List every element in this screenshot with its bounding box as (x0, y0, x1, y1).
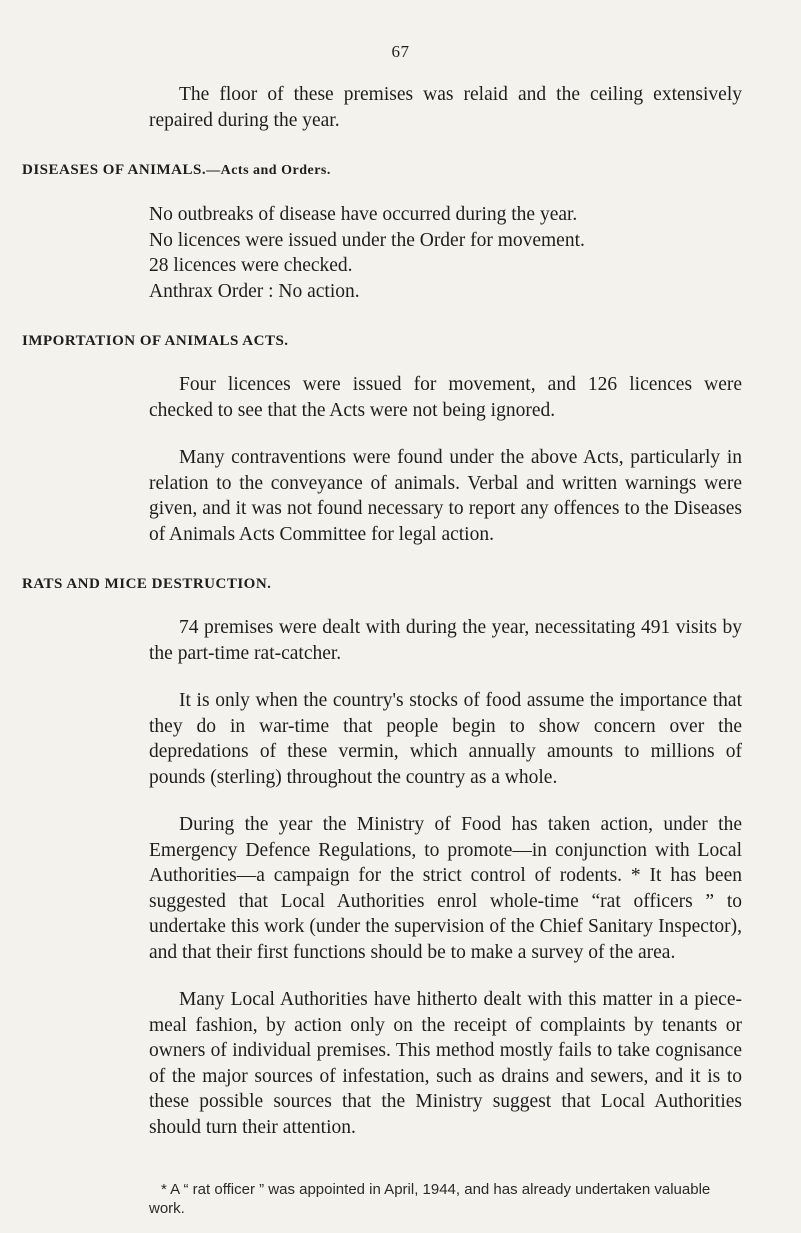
importation-paragraph: Many contraventions were found under the above Acts, particularly in relation to the conveyance of animals. Verbal and written warnings were given, and it was not found necessary to report any offences to the Diseases of Animals Acts Committee for legal action. (149, 447, 742, 545)
diseases-statements (22, 202, 742, 304)
diseases-line: Anthrax Order : No action. (149, 280, 360, 302)
rats-paragraph: 74 premises were dealt with during the year, necessitating 491 visits by the part-time rat-catcher. (149, 617, 742, 664)
heading-diseases-title: DISEASES OF ANIMALS. (22, 162, 207, 178)
rats-paragraph: It is only when the country's stocks of food assume the importance that they do in war-time that people begin to show concern over the depredations of these vermin, which annually amounts to millions of pounds (sterling) throughout the country as a whole. (149, 690, 742, 788)
section-heading-diseases (22, 159, 742, 182)
diseases-line: No licences were issued under the Order for movement. (149, 229, 585, 251)
rats-paragraph: Many Local Authorities have hitherto dealt with this matter in a piece-meal fashion, by action only on the receipt of complaints by tenants or owners of individual premises. This method mostly fails to take cognisance of the major sources of infestation, such as drains and sewers, and it is to these possible sources that the Ministry suggest that Local Authorities should turn their attention. (149, 989, 742, 1138)
importation-paragraph: Four licences were issued for movement, and 126 licences were checked to see that the Acts were not being ignored. (149, 374, 742, 421)
heading-diseases-subtitle: —Acts and Orders. (206, 163, 331, 178)
intro-paragraph: The floor of these premises was relaid and the ceiling extensively repaired during the year. (149, 84, 742, 131)
diseases-line: 28 licences were checked. (149, 255, 353, 276)
page-number: 67 (391, 42, 410, 61)
section-heading-rats: RATS AND MICE DESTRUCTION. (22, 576, 272, 592)
rats-paragraph: During the year the Ministry of Food has taken action, under the Emergency Defence Regulations, to promote—in conjunction with Local Authorities—a campaign for the strict control of rodents. * It has been suggested that Local Authorities enrol whole-time “rat officers ” to undertake this work (under the supervision of the Chief Sanitary Inspector), and that their first functions should be to make a survey of the area. (149, 814, 742, 963)
document-body (22, 82, 742, 1233)
section-heading-importation: IMPORTATION OF ANIMALS ACTS. (22, 333, 289, 349)
diseases-line: No outbreaks of disease have occurred during the year. (149, 204, 578, 225)
footnote: * A “ rat officer ” was appointed in April, 1944, and has already undertaken valuable work. (149, 1181, 711, 1217)
